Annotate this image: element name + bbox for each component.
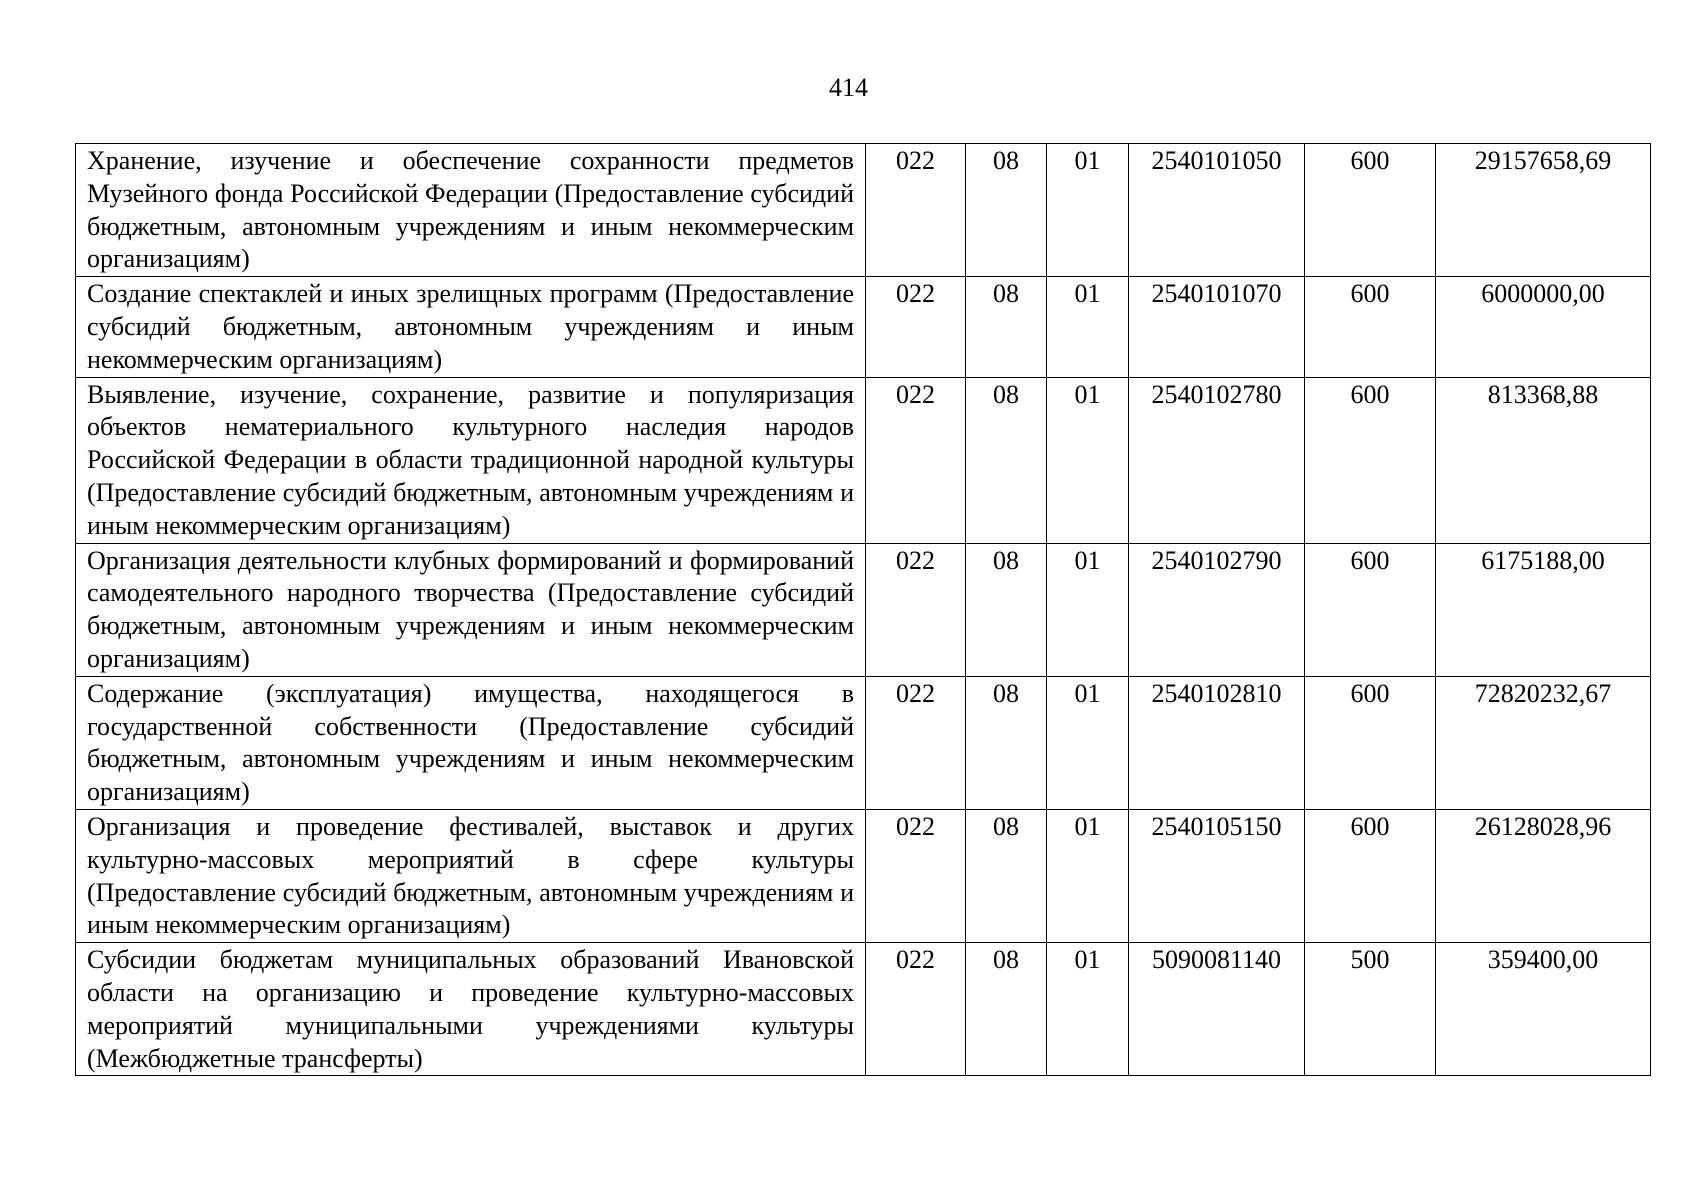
subsection-code: 01 [1047, 943, 1129, 1076]
expense-type-code: 600 [1305, 676, 1436, 809]
department-code: 022 [866, 943, 966, 1076]
budget-allocation-table [75, 143, 1651, 1076]
amount: 29157658,69 [1436, 144, 1651, 277]
subsection-code: 01 [1047, 809, 1129, 942]
target-article-code: 2540102790 [1129, 543, 1305, 676]
expense-type-code: 600 [1305, 377, 1436, 543]
target-article-code: 2540101050 [1129, 144, 1305, 277]
expense-name: Субсидии бюджетам муниципальных образований Ивановской области на организацию и проведение культурно-массовых мероприятий муниципальными учреждениями культуры (Межбюджетные трансферты) [76, 943, 866, 1076]
department-code: 022 [866, 543, 966, 676]
amount: 72820232,67 [1436, 676, 1651, 809]
table-row [76, 377, 1651, 543]
target-article-code: 5090081140 [1129, 943, 1305, 1076]
department-code: 022 [866, 144, 966, 277]
section-code: 08 [966, 144, 1047, 277]
target-article-code: 2540102780 [1129, 377, 1305, 543]
section-code: 08 [966, 676, 1047, 809]
subsection-code: 01 [1047, 277, 1129, 377]
section-code: 08 [966, 277, 1047, 377]
expense-name: Выявление, изучение, сохранение, развитие и популяризация объектов нематериального культурного наследия народов Российской Федерации в области традиционной народной культуры (Предоставление субсидий бюджетным, автономным учреждениям и иным некоммерческим организациям) [76, 377, 866, 543]
table-row [76, 144, 1651, 277]
section-code: 08 [966, 377, 1047, 543]
page-number: 414 [829, 73, 868, 102]
amount: 359400,00 [1436, 943, 1651, 1076]
section-code: 08 [966, 543, 1047, 676]
target-article-code: 2540101070 [1129, 277, 1305, 377]
expense-name: Организация и проведение фестивалей, выставок и других культурно-массовых мероприятий в сфере культуры (Предоставление субсидий бюджетным, автономным учреждениям и иным некоммерческим организациям) [76, 809, 866, 942]
amount: 813368,88 [1436, 377, 1651, 543]
expense-name: Содержание (эксплуатация) имущества, находящегося в государственной собственности (Предоставление субсидий бюджетным, автономным учреждениям и иным некоммерческим организациям) [76, 676, 866, 809]
table-row [76, 676, 1651, 809]
target-article-code: 2540105150 [1129, 809, 1305, 942]
department-code: 022 [866, 809, 966, 942]
department-code: 022 [866, 676, 966, 809]
amount: 26128028,96 [1436, 809, 1651, 942]
subsection-code: 01 [1047, 543, 1129, 676]
section-code: 08 [966, 809, 1047, 942]
expense-type-code: 500 [1305, 943, 1436, 1076]
subsection-code: 01 [1047, 676, 1129, 809]
target-article-code: 2540102810 [1129, 676, 1305, 809]
table-row [76, 277, 1651, 377]
subsection-code: 01 [1047, 377, 1129, 543]
amount: 6000000,00 [1436, 277, 1651, 377]
expense-type-code: 600 [1305, 144, 1436, 277]
expense-name: Организация деятельности клубных формирований и формирований самодеятельного народного творчества (Предоставление субсидий бюджетным, автономным учреждениям и иным некоммерческим организациям) [76, 543, 866, 676]
department-code: 022 [866, 377, 966, 543]
amount: 6175188,00 [1436, 543, 1651, 676]
table-row [76, 943, 1651, 1076]
expense-type-code: 600 [1305, 809, 1436, 942]
expense-type-code: 600 [1305, 543, 1436, 676]
table-row [76, 543, 1651, 676]
table-row [76, 809, 1651, 942]
section-code: 08 [966, 943, 1047, 1076]
expense-name: Создание спектаклей и иных зрелищных программ (Предоставление субсидий бюджетным, автономным учреждениям и иным некоммерческим организациям) [76, 277, 866, 377]
department-code: 022 [866, 277, 966, 377]
expense-name: Хранение, изучение и обеспечение сохранности предметов Музейного фонда Российской Федерации (Предоставление субсидий бюджетным, автономным учреждениям и иным некоммерческим организациям) [76, 144, 866, 277]
expense-type-code: 600 [1305, 277, 1436, 377]
subsection-code: 01 [1047, 144, 1129, 277]
